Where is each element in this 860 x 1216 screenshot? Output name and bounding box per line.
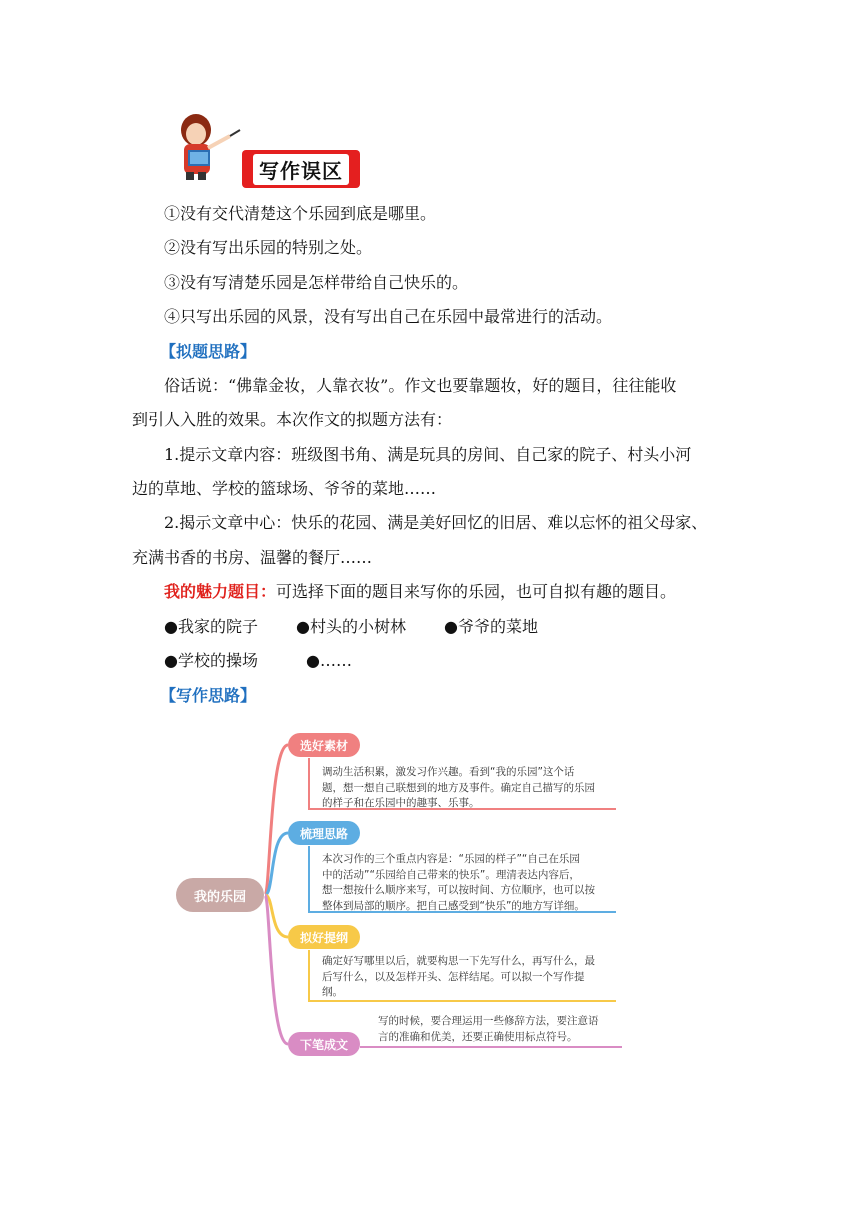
- topic-item: ●爷爷的菜地: [444, 617, 538, 636]
- mistake-item: ④只写出乐园的风景，没有写出自己在乐园中最常进行的活动。: [164, 307, 613, 326]
- branch-text-line: 写的时候，要合理运用一些修辞方法，要注意语: [378, 1015, 599, 1027]
- mistake-item: ③没有写清楚乐园是怎样带给自己快乐的。: [164, 273, 469, 292]
- teacher-illustration: [172, 110, 242, 182]
- intro-line: 俗话说：“佛靠金妆，人靠衣妆”。作文也要靠题妆，好的题目，往往能收: [164, 376, 677, 395]
- branch-text-line: 确定好写哪里以后，就要构思一下先写什么，再写什么，最: [322, 955, 595, 967]
- method-line: 1.提示文章内容：班级图书角、满是玩具的房间、自己家的院子、村头小河: [164, 445, 692, 464]
- charm-topics-text: 可选择下面的题目来写你的乐园，也可自拟有趣的题目。: [276, 582, 677, 601]
- charm-topics-label: 我的魅力题目：: [164, 582, 277, 601]
- topic-item: ●我家的院子: [164, 617, 258, 636]
- method-line: 2.揭示文章中心：快乐的花园、满是美好回忆的旧居、难以忘怀的祖父母家、: [164, 513, 708, 532]
- branch-text-draft: [378, 1014, 628, 1045]
- mistake-item: ①没有交代清楚这个乐园到底是哪里。: [164, 204, 437, 223]
- topic-item: ●村头的小树林: [296, 617, 406, 636]
- topic-item: ●学校的操场: [164, 651, 258, 670]
- branch-text-line: 言的准确和优美，还要正确使用标点符号。: [378, 1030, 578, 1043]
- branch-underline-draft: [360, 1046, 622, 1048]
- writing-ideas-heading: 【写作思路】: [160, 686, 257, 705]
- method-line: 充满书香的书房、温馨的餐厅……: [132, 548, 373, 567]
- topic-item: ●……: [306, 651, 352, 670]
- branch-text-line: 的样子和在乐园中的趣事、乐事。: [322, 797, 480, 809]
- intro-line: 到引人入胜的效果。本次作文的拟题方法有：: [132, 410, 453, 429]
- branch-text-line: 整体到局部的顺序。把自己感受到“快乐”的地方写详细。: [322, 899, 585, 912]
- branch-label-outline: 拟好提纲: [288, 925, 360, 949]
- branch-label-draft: 下笔成文: [288, 1032, 360, 1056]
- branch-label-ideas: 梳理思路: [288, 821, 360, 845]
- mistakes-banner: [242, 150, 360, 188]
- branch-text-line: 中的活动”“乐园给自己带来的快乐”。理清表达内容后，: [322, 868, 580, 881]
- branch-text-line: 本次习作的三个重点内容是：“乐园的样子”“自己在乐园: [322, 853, 580, 865]
- branch-text-line: 想一想按什么顺序来写，可以按时间、方位顺序，也可以按: [322, 884, 595, 896]
- branch-label-material: 选好素材: [288, 733, 360, 757]
- title-ideas-heading: 【拟题思路】: [160, 342, 257, 361]
- charm-topics-line: [164, 581, 676, 603]
- mind-map: [170, 728, 630, 1063]
- branch-text-line: 纲。: [322, 986, 343, 998]
- mind-map-center: 我的乐园: [176, 878, 264, 912]
- branch-text-outline: [322, 954, 622, 1001]
- branch-text-ideas: [322, 852, 622, 914]
- mistakes-banner-title: 写作误区: [253, 154, 349, 185]
- branch-text-line: 题，想一想自己联想到的地方及事件。确定自己描写的乐园: [322, 781, 595, 794]
- branch-text-line: 后写什么，以及怎样开头、怎样结尾。可以拟一个写作提: [322, 970, 585, 983]
- method-line: 边的草地、学校的篮球场、爷爷的菜地……: [132, 479, 437, 498]
- mistake-item: ②没有写出乐园的特别之处。: [164, 238, 373, 257]
- branch-text-material: [322, 765, 622, 812]
- branch-text-line: 调动生活积累，激发习作兴趣。看到“我的乐园”这个话: [322, 766, 575, 778]
